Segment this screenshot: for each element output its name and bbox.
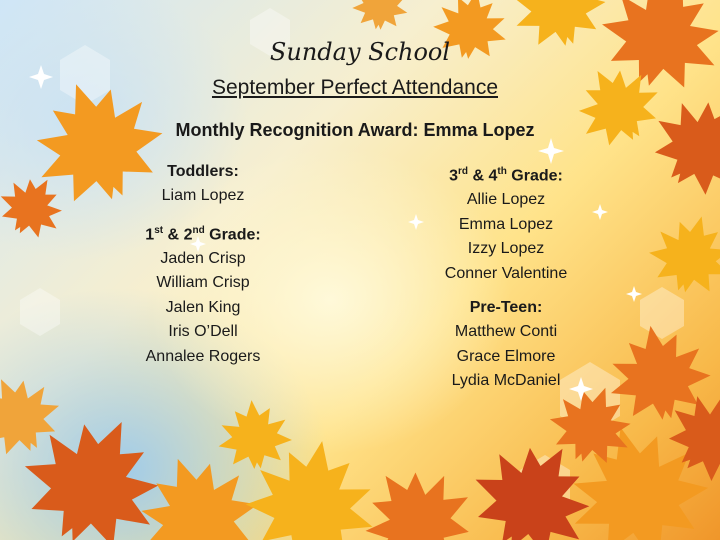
list-item: Jalen King — [165, 298, 241, 316]
list-item: Grace Elmore — [456, 347, 556, 365]
list-item: Izzy Lopez — [467, 240, 545, 258]
list-item: Jaden Crisp — [160, 249, 246, 267]
right-column — [416, 160, 596, 404]
list-item: Iris O’Dell — [168, 323, 238, 341]
group-preteen — [416, 296, 596, 394]
group-third-fourth — [416, 160, 596, 286]
page-subtitle: September Perfect Attendance — [211, 76, 498, 99]
list-item: Emma Lopez — [458, 215, 554, 233]
list-item: Lydia McDaniel — [451, 372, 561, 390]
group-toddlers — [118, 160, 288, 209]
page-title: Sunday School — [269, 38, 451, 66]
left-column — [118, 160, 288, 379]
group-first-second — [118, 219, 288, 370]
group-heading: Toddlers: — [167, 163, 239, 180]
group-heading: 1st & 2nd Grade: — [145, 224, 261, 243]
group-heading: Pre-Teen: — [469, 299, 543, 317]
list-item: Allie Lopez — [466, 191, 546, 209]
group-heading: 3rd & 4th Grade: — [449, 166, 563, 185]
list-item: Liam Lopez — [161, 187, 245, 204]
award-line: Monthly Recognition Award: Emma Lopez — [175, 120, 535, 140]
list-item: Matthew Conti — [454, 323, 558, 341]
list-item: William Crisp — [156, 274, 250, 292]
list-item: Conner Valentine — [444, 264, 568, 282]
list-item: Annalee Rogers — [145, 347, 261, 365]
